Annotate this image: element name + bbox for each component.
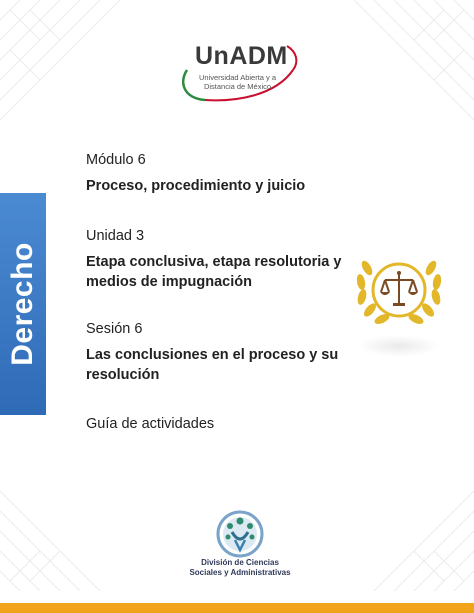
bottom-accent-bar <box>0 603 474 613</box>
side-tab <box>0 193 46 415</box>
emblem-reflection <box>358 335 440 357</box>
module-label: Módulo 6 <box>86 152 146 168</box>
side-tab-label: Derecho <box>6 242 40 366</box>
corner-decoration-bottom-left <box>0 451 140 591</box>
unadm-logo <box>175 40 300 102</box>
guide-label: Guía de actividades <box>86 416 215 432</box>
logo-subtitle-line2: Distancia de México <box>203 82 272 91</box>
division-name-line2: Sociales y Administrativas <box>189 568 291 577</box>
module-title: Proceso, procedimiento y juicio <box>86 178 306 194</box>
corner-decoration-bottom-right <box>334 451 474 591</box>
logo-title: UnADM <box>195 42 288 70</box>
corner-decoration-top-right <box>334 0 474 140</box>
unit-label: Unidad 3 <box>86 228 145 244</box>
unit-title: Etapa conclusiva, etapa resolutoria y medios de impugnación <box>86 254 342 290</box>
scales-of-justice-icon <box>353 250 445 330</box>
corner-decoration-top-left <box>0 0 140 140</box>
division-name-line1: División de Ciencias <box>201 558 279 567</box>
logo-subtitle-line1: Universidad Abierta y a <box>198 73 277 82</box>
session-title: Las conclusiones en el proceso y su resolución <box>86 347 339 383</box>
session-label: Sesión 6 <box>86 321 143 337</box>
division-emblem-icon <box>215 510 265 558</box>
